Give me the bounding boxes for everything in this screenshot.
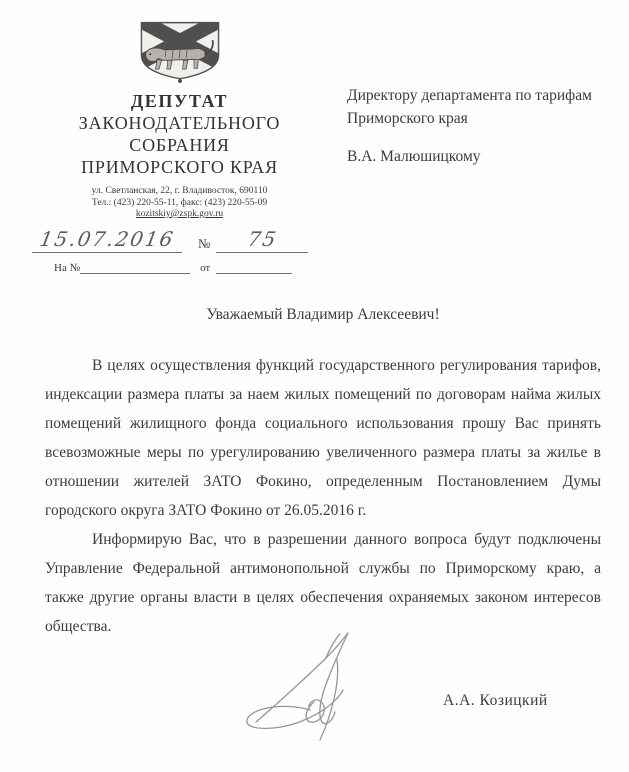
letterhead-title-line-2: ЗАКОНОДАТЕЛЬНОГО (78, 113, 281, 133)
phone-fax-line: Тел.: (423) 220-55-11, факс: (423) 220-55-09 (91, 197, 268, 208)
handwritten-signature-icon (240, 626, 392, 744)
letterhead-title-line-3: СОБРАНИЯ (129, 135, 230, 155)
recipient-name: В.А. Малюшицкому (347, 148, 481, 165)
email-text: kozitskiy@zspk.gov.ru (135, 209, 224, 219)
recipient-title-line-1: Директору департамента по тарифам (347, 87, 592, 104)
letterhead-title-line-4: ПРИМОРСКОГО КРАЯ (81, 157, 278, 177)
recipient-block (347, 84, 609, 168)
date-blank-line (32, 226, 182, 253)
ref-number-label: На № (54, 261, 81, 274)
body-paragraph-1: В целях осуществления функций государственного регулирования тарифов, индексации размера платы за наем жилых помещений по договорам найма жилых помещений жилищного фонда социального использования прошу Вас принять всевозможные меры по урегулированию увеличенного размера платы за жилье в отношении жителей ЗАТО Фокино, определенным Постановлением Думы городского округа ЗАТО Фокино от 26.05.2016 г. (45, 357, 601, 519)
reference-row (54, 260, 327, 274)
address-line: ул. Светланская, 22, г. Владивосток, 690110 (91, 186, 268, 196)
ref-from-blank-line (216, 260, 292, 274)
letterhead (32, 20, 327, 274)
letterhead-title-line-1: ДЕПУТАТ (130, 91, 229, 111)
letter-body (45, 351, 601, 641)
salutation: Уважаемый Владимир Алексеевич! (206, 306, 440, 323)
number-blank-line (216, 226, 308, 253)
letterhead-contacts (32, 186, 327, 221)
ref-from-label: от (200, 261, 211, 274)
handwritten-number: 75 (245, 226, 280, 251)
number-sign: № (198, 235, 211, 251)
body-paragraph-2: Информирую Вас, что в разрешении данного вопроса будут подключены Управление Федеральной антимонопольной службы по Приморскому краю, а также другие органы власти в целях обеспечения охраняемых законом интересов общества. (45, 531, 601, 635)
handwritten-date: 15.07.2016 (37, 226, 177, 251)
recipient-title-line-2: Приморского края (347, 110, 468, 127)
primorsky-krai-coat-of-arms-icon (136, 20, 224, 84)
date-number-row (32, 226, 327, 253)
signatory-name: А.А. Козицкий (443, 692, 548, 709)
ref-number-blank-line (80, 260, 190, 274)
